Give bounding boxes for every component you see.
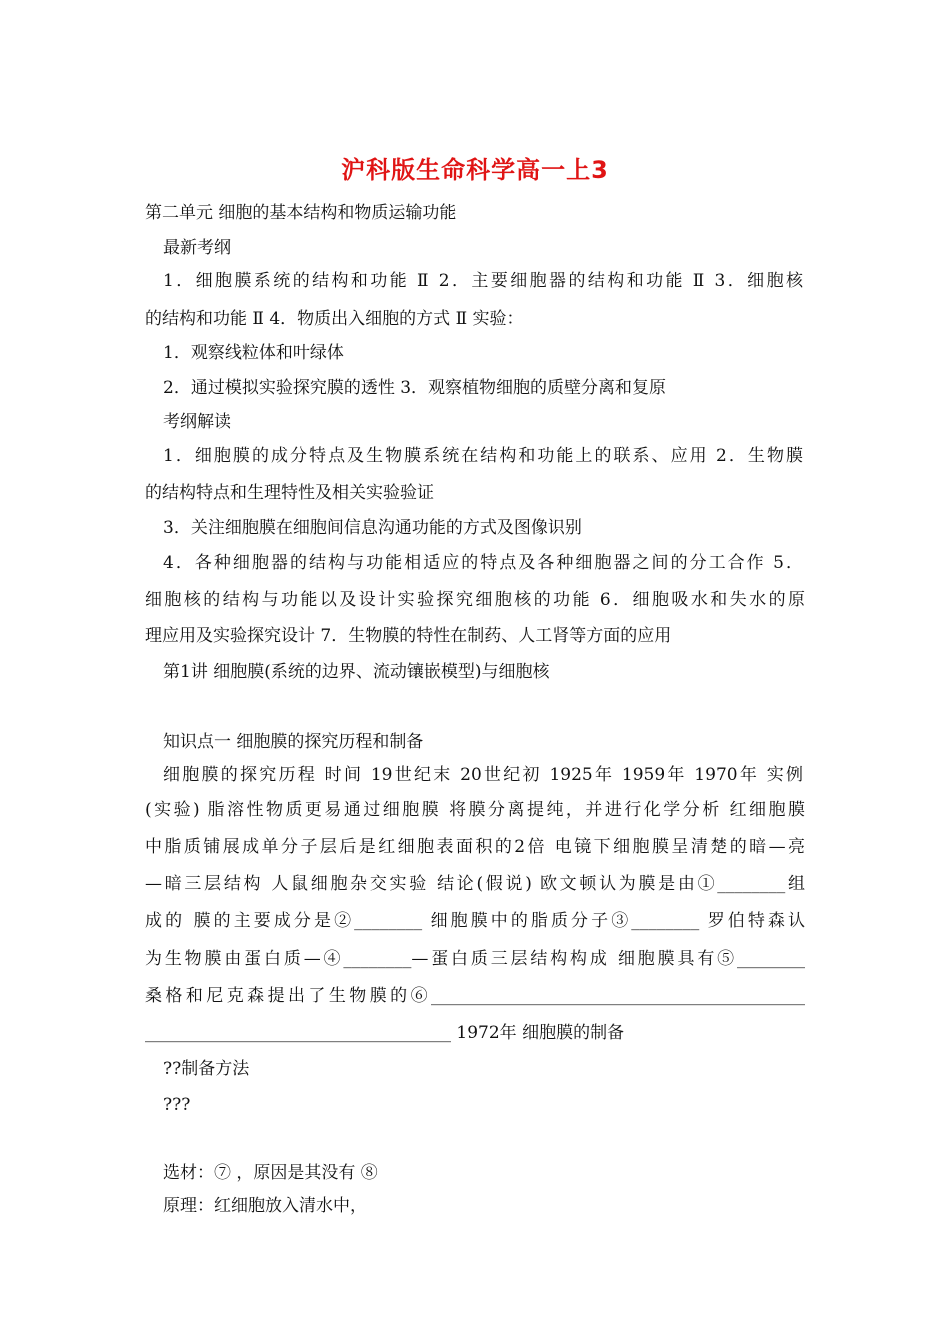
text-line: ____________________________________ 1972年 细胞膜的制备 <box>145 1023 625 1043</box>
text-line: —暗三层结构 人鼠细胞杂交实验 结论(假说) 欧文顿认为膜是由①________组 <box>145 874 805 894</box>
section-heading: 考纲解读 <box>163 412 231 432</box>
text-line: 的结构特点和生理特性及相关实验验证 <box>145 483 434 503</box>
text-line: 3．关注细胞膜在细胞间信息沟通功能的方式及图像识别 <box>163 518 582 538</box>
text-line: 1．细胞膜系统的结构和功能 Ⅱ 2．主要细胞器的结构和功能 Ⅱ 3．细胞核 <box>163 271 803 291</box>
text-line: 的结构和功能 Ⅱ 4．物质出入细胞的方式 Ⅱ 实验： <box>145 309 524 329</box>
text-line: 理应用及实验探究设计 7．生物膜的特性在制药、人工肾等方面的应用 <box>145 626 672 646</box>
text-line: ??? <box>163 1095 191 1115</box>
text-line: 选材：⑦ ，原因是其没有 ⑧ <box>163 1163 378 1183</box>
section-heading: 最新考纲 <box>163 238 231 258</box>
text-line: 细胞核的结构与功能以及设计实验探究细胞核的功能 6．细胞吸水和失水的原 <box>145 590 805 610</box>
lecture-heading: 第1讲 细胞膜(系统的边界、流动镶嵌模型)与细胞核 <box>163 662 550 682</box>
text-line: 成的 膜的主要成分是②________ 细胞膜中的脂质分子③________ 罗伯特森认 <box>145 911 805 931</box>
text-line: ??制备方法 <box>163 1059 250 1079</box>
text-line: 原理：红细胞放入清水中， <box>163 1196 367 1216</box>
text-line: 桑格和尼克森提出了生物膜的⑥____________________________________________ <box>145 986 805 1006</box>
text-line: 1．细胞膜的成分特点及生物膜系统在结构和功能上的联系、应用 2．生物膜 <box>163 446 803 466</box>
document-title: 沪科版生命科学高一上3 <box>341 156 609 184</box>
text-line: 1．观察线粒体和叶绿体 <box>163 343 344 363</box>
text-line: 4．各种细胞器的结构与功能相适应的特点及各种细胞器之间的分工合作 5． <box>163 553 803 573</box>
text-line: 为生物膜由蛋白质—④________—蛋白质三层结构构成 细胞膜具有⑤________ <box>145 949 805 969</box>
text-line: 2．通过模拟实验探究膜的透性 3．观察植物细胞的质壁分离和复原 <box>163 378 667 398</box>
text-line: (实验) 脂溶性物质更易通过细胞膜 将膜分离提纯，并进行化学分析 红细胞膜 <box>145 800 805 820</box>
text-line: 细胞膜的探究历程 时间 19世纪末 20世纪初 1925年 1959年 1970年 实例 <box>163 765 803 785</box>
text-line: 中脂质铺展成单分子层后是红细胞表面积的2倍 电镜下细胞膜呈清楚的暗—亮 <box>145 837 805 857</box>
unit-heading: 第二单元 细胞的基本结构和物质运输功能 <box>145 203 457 223</box>
knowledge-point-heading: 知识点一 细胞膜的探究历程和制备 <box>163 732 424 752</box>
